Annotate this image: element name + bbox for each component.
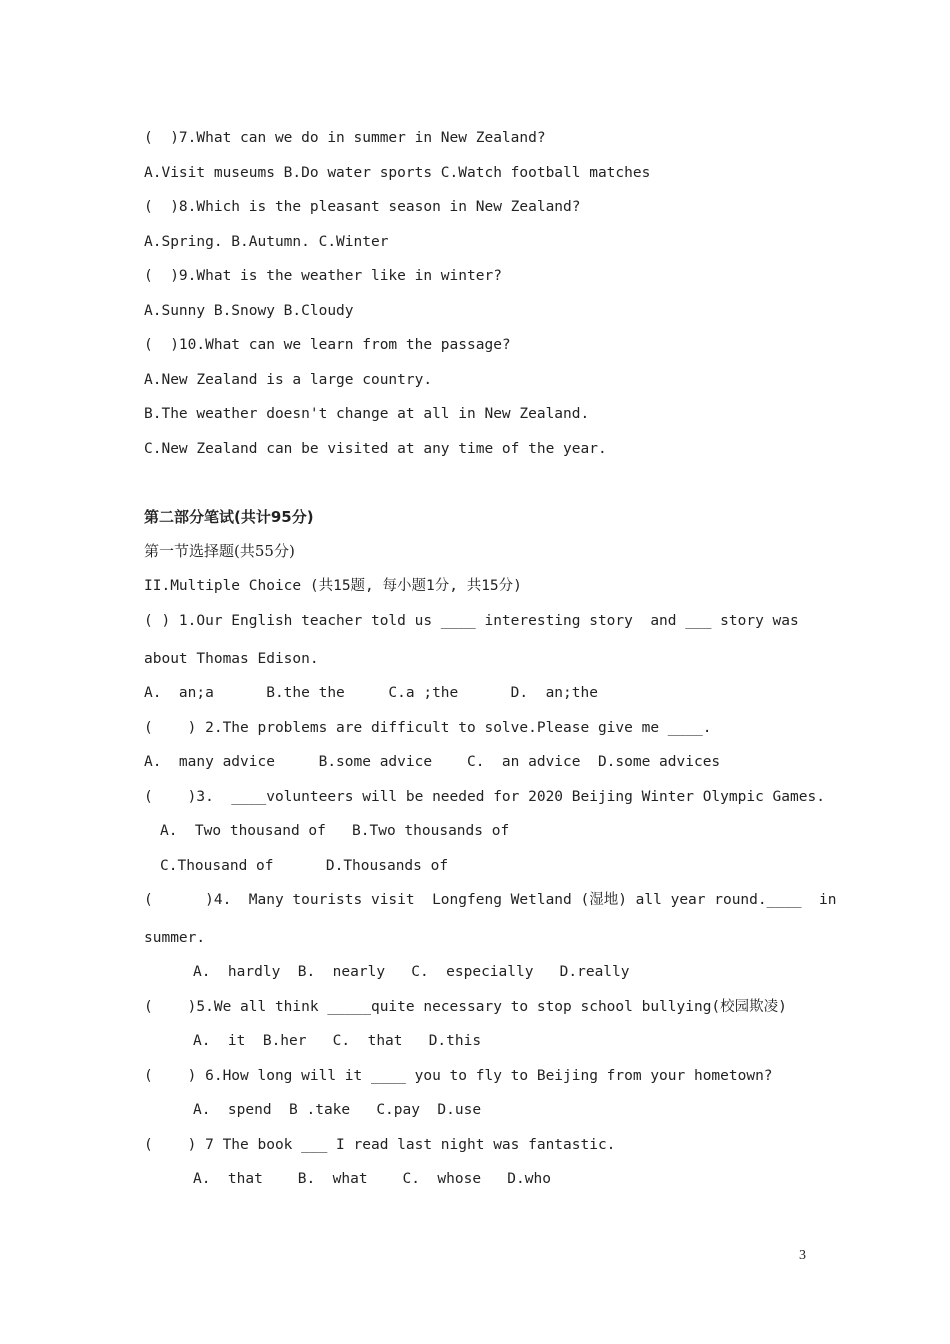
question-4-line2: summer. (144, 930, 206, 946)
question-6-stem: ( ) 6.How long will it ____ you to fly to Beijing from your hometown? (144, 1068, 773, 1084)
page-number: 3 (799, 1248, 806, 1263)
question-2-options: A. many advice B.some advice C. an advice D.some advices (144, 754, 721, 770)
question-3-stem: ( )3. ____volunteers will be needed for 2020 Beijing Winter Olympic Games. (144, 789, 825, 805)
question-7-options: A. that B. what C. whose D.who (193, 1171, 551, 1187)
question-2-stem: ( ) 2.The problems are difficult to solve.Please give me ____. (144, 720, 712, 736)
question-3-options-2: C.Thousand of D.Thousands of (160, 858, 449, 874)
reading-q10-option-b: B.The weather doesn't change at all in New Zealand. (144, 406, 590, 422)
reading-q8-options: A.Spring. B.Autumn. C.Winter (144, 234, 389, 250)
question-5-options: A. it B.her C. that D.this (193, 1033, 482, 1049)
question-4-line1: ( )4. Many tourists visit Longfeng Wetland (湿地) all year round.____ in (144, 892, 837, 908)
reading-q10-option-a: A.New Zealand is a large country. (144, 372, 433, 388)
reading-q8: ( )8.Which is the pleasant season in New Zealand? (144, 199, 581, 215)
question-7-stem: ( ) 7 The book ___ I read last night was fantastic. (144, 1137, 616, 1153)
question-1-options: A. an;a B.the the C.a ;the D. an;the (144, 685, 598, 701)
question-3-options-1: A. Two thousand of B.Two thousands of (160, 823, 510, 839)
reading-q7-options: A.Visit museums B.Do water sports C.Watch football matches (144, 165, 651, 181)
reading-q7: ( )7.What can we do in summer in New Zealand? (144, 130, 546, 146)
reading-q9-options: A.Sunny B.Snowy B.Cloudy (144, 303, 354, 319)
section1-heading: 第一节选择题(共55分) (144, 542, 295, 560)
reading-q10-option-c: C.New Zealand can be visited at any time of the year. (144, 441, 607, 457)
reading-q10: ( )10.What can we learn from the passage? (144, 337, 511, 353)
question-6-options: A. spend B .take C.pay D.use (193, 1102, 482, 1118)
part2-heading: 第二部分笔试(共计95分) (144, 508, 314, 526)
reading-q9: ( )9.What is the weather like in winter? (144, 268, 502, 284)
question-1-line1: ( ) 1.Our English teacher told us ____ interesting story and ___ story was (144, 613, 799, 629)
question-5-stem: ( )5.We all think _____quite necessary to stop school bullying(校园欺凌) (144, 999, 787, 1015)
section-title: II.Multiple Choice (共15题, 每小题1分, 共15分) (144, 578, 522, 594)
question-4-options: A. hardly B. nearly C. especially D.really (193, 964, 630, 980)
question-1-line2: about Thomas Edison. (144, 651, 319, 667)
